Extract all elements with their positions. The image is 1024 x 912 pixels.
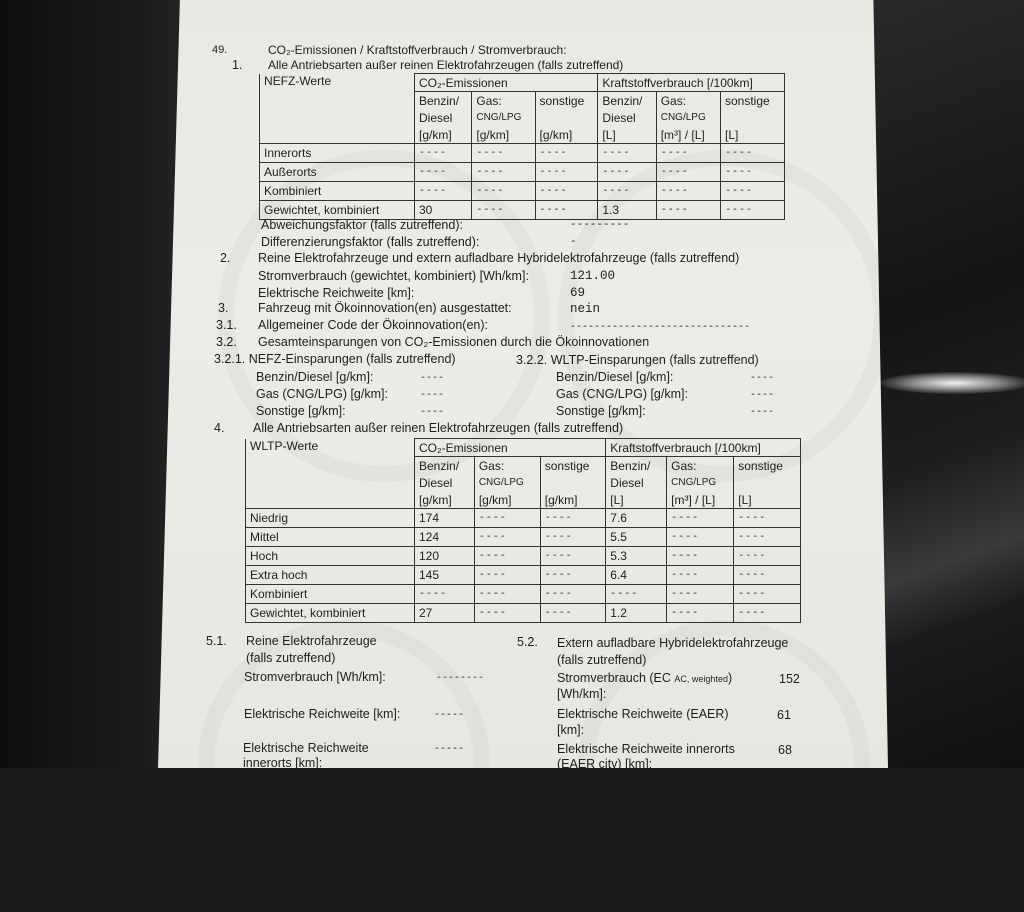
savings-value: ---- [420,407,445,418]
table-cell: 6.4 [606,566,667,585]
table-cell: 30 [415,201,472,220]
section-number: 3. [218,301,229,315]
table-cell: ---- [472,144,535,163]
row-label: Extra hoch [246,566,415,585]
table-cell: ---- [415,585,475,604]
table-cell: 5.3 [606,547,667,566]
table-cell: ---- [540,566,606,585]
phev-eaer-city-unit: (EAER city) [km]: [557,757,653,771]
phev-stromverbrauch-value: 152 [779,672,800,686]
row-label: Kombiniert [260,182,415,201]
table-row [260,201,785,220]
table-cell: ---- [540,604,606,623]
table-cell: 120 [415,547,475,566]
ev-reichweite-innerorts-value: ----- [434,744,465,755]
table-cell: ---- [415,163,472,182]
table-cell: ---- [415,182,472,201]
table-cell: ---- [656,144,720,163]
table-cell: 174 [415,509,475,528]
table-cell: 7.6 [606,509,667,528]
section-title: Reine Elektrofahrzeuge und extern aufladbare Hybridelektrofahrzeuge (falls zutreffend) [258,251,740,265]
table-row [246,604,801,623]
table-cell: ---- [606,585,667,604]
table-cell: 27 [415,604,475,623]
table-cell: ---- [721,201,785,220]
table-cell: 1.2 [606,604,667,623]
savings-value: ---- [750,373,775,384]
savings-label: Sonstige [g/km]: [256,404,346,418]
light-glare [880,372,1024,394]
column-header: [g/km] [415,491,475,509]
ev-reichweite-label: Elektrische Reichweite [km]: [244,707,401,721]
savings-value: ---- [420,390,445,401]
table-cell: ---- [734,528,801,547]
abweichungsfaktor-label: Abweichungsfaktor (falls zutreffend): [261,218,463,232]
row-label: Mittel [246,528,415,547]
table-cell: ---- [472,182,535,201]
table-cell: ---- [535,182,598,201]
column-header: CNG/LPG [667,474,734,491]
watermark-logo [198,620,490,912]
column-header: Benzin/ [598,92,656,110]
table-row [246,566,801,585]
column-header: [L] [721,126,785,144]
table-row [246,547,801,566]
phev-stromverbrauch-subscript: AC, weighted [674,674,728,684]
table-cell: 5.5 [606,528,667,547]
reichweite-label: Elektrische Reichweite [km]: [258,286,415,300]
phev-eaer-city-value: 68 [778,743,792,757]
oekoinnovation-label: Fahrzeug mit Ökoinnovation(en) ausgestattet: [258,301,512,315]
column-header: [m³] / [L] [656,126,720,144]
section-number: 1. [232,58,243,72]
nefz-header: NEFZ-Werte [260,74,415,144]
table-cell: ---- [598,163,656,182]
differenzierungsfaktor-label: Differenzierungsfaktor (falls zutreffend): [261,235,480,249]
column-header: Diesel [606,474,667,491]
table-cell: 124 [415,528,475,547]
table-cell: ---- [474,547,540,566]
column-header: [g/km] [540,491,606,509]
oekoinnovation-code-label: Allgemeiner Code der Ökoinnovation(en): [258,318,488,332]
table-row [260,144,785,163]
phev-eaer-value: 61 [777,708,791,722]
row-label: Niedrig [246,509,415,528]
table-cell: ---- [734,566,801,585]
table-cell: ---- [721,182,785,201]
table-cell: ---- [667,509,734,528]
wltp-einsparungen-title: 3.2.2. WLTP-Einsparungen (falls zutreffend) [516,353,759,367]
table-cell: ---- [598,182,656,201]
row-label: Gewichtet, kombiniert [246,604,415,623]
row-label: Hoch [246,547,415,566]
column-header: Diesel [598,109,656,126]
table-cell: ---- [540,509,606,528]
column-header: sonstige [540,457,606,475]
nefz-table [259,73,785,220]
table-cell: ---- [474,566,540,585]
table-cell: ---- [535,163,598,182]
column-header: sonstige [535,92,598,110]
section-subtitle: (falls zutreffend) [246,651,336,665]
column-header: [g/km] [535,126,598,144]
table-cell: ---- [721,144,785,163]
abweichungsfaktor-value: --------- [570,219,630,231]
table-cell: ---- [474,604,540,623]
phev-eaer-label: Elektrische Reichweite (EAER) [557,707,729,721]
table-cell: ---- [734,547,801,566]
savings-label: Gas (CNG/LPG) [g/km]: [256,387,388,401]
table-cell: ---- [734,585,801,604]
section-number: 3.1. [216,318,237,332]
column-header: [g/km] [472,126,535,144]
phev-stromverbrauch-paren: ) [727,671,733,685]
savings-value: ---- [420,373,445,384]
savings-label: Benzin/Diesel [g/km]: [556,370,674,384]
table-cell: ---- [474,585,540,604]
section-number: 49. [212,44,228,56]
row-label: Kombiniert [246,585,415,604]
column-header: [L] [598,126,656,144]
reichweite-value: 69 [570,286,586,300]
column-header [734,474,801,491]
table-cell: ---- [472,201,535,220]
section-title: Alle Antriebsarten außer reinen Elektrofahrzeugen (falls zutreffend) [253,421,624,435]
table-row [260,163,785,182]
table-row [260,182,785,201]
ev-reichweite-value: ----- [434,710,465,721]
table-cell: ---- [474,509,540,528]
column-header: Benzin/ [415,457,475,475]
gesamteinsparungen-label: Gesamteinsparungen von CO₂-Emissionen durch die Ökoinnovationen [258,335,650,349]
column-header: [g/km] [474,491,540,509]
column-header: Diesel [415,109,472,126]
section-title: CO₂-Emissionen / Kraftstoffverbrauch / Stromverbrauch: [268,43,567,57]
column-header: [L] [606,491,667,509]
table-cell: ---- [656,163,720,182]
section-number: 5.1. [206,634,227,648]
column-header: [L] [734,491,801,509]
table-cell: ---- [415,144,472,163]
savings-value: ---- [750,390,775,401]
table-cell: ---- [667,528,734,547]
phev-eaer-city-label: Elektrische Reichweite innerorts [557,742,735,756]
savings-label: Benzin/Diesel [g/km]: [256,370,374,384]
nefz-co2-group: CO₂-Emissionen [415,74,598,92]
column-header: Diesel [415,474,475,491]
wltp-co2-group: CO₂-Emissionen [415,439,606,457]
column-header: CNG/LPG [474,474,540,491]
column-header: Gas: [656,92,720,110]
table-cell: ---- [721,163,785,182]
wltp-header: WLTP-Werte [246,439,415,509]
savings-value: ---- [750,407,775,418]
phev-eaer-unit: [km]: [557,723,585,737]
table-cell: ---- [474,528,540,547]
table-cell: ---- [472,163,535,182]
section-number: 3.2. [216,335,237,349]
nefz-fuel-group: Kraftstoffverbrauch [/100km] [598,74,785,92]
row-label: Außerorts [260,163,415,182]
section-title: Alle Antriebsarten außer reinen Elektrofahrzeugen (falls zutreffend) [268,58,624,72]
column-header [535,109,598,126]
savings-label: Gas (CNG/LPG) [g/km]: [556,387,688,401]
column-header: sonstige [734,457,801,475]
nefz-einsparungen-title: 3.2.1. NEFZ-Einsparungen (falls zutreffend) [214,352,456,366]
wltp-fuel-group: Kraftstoffverbrauch [/100km] [606,439,801,457]
column-header: CNG/LPG [656,109,720,126]
ev-stromverbrauch-value: -------- [436,673,485,684]
table-cell: ---- [535,201,598,220]
stromverbrauch-value: 121.00 [570,269,616,283]
table-cell: ---- [667,585,734,604]
table-cell: ---- [598,144,656,163]
row-label: Innerorts [260,144,415,163]
phev-stromverbrauch-label [557,671,732,687]
savings-label: Sonstige [g/km]: [556,404,646,418]
table-cell: ---- [540,528,606,547]
table-cell: 1.3 [598,201,656,220]
column-header: Gas: [474,457,540,475]
section-number: 2. [220,251,231,265]
table-row [246,528,801,547]
ev-stromverbrauch-label: Stromverbrauch [Wh/km]: [244,670,386,684]
phev-stromverbrauch-text: Stromverbrauch (EC [557,671,671,685]
table-cell: ---- [656,182,720,201]
table-cell: ---- [540,547,606,566]
oekoinnovation-code-value: ------------------------------ [570,322,751,333]
section-number: 5.2. [517,635,538,649]
table-cell: ---- [667,604,734,623]
differenzierungsfaktor-value: - [570,236,577,248]
column-header: sonstige [721,92,785,110]
table-cell: 145 [415,566,475,585]
table-cell: ---- [667,547,734,566]
column-header: [g/km] [415,126,472,144]
ev-reichweite-innerorts-label: Elektrische Reichweite [243,741,369,755]
section-title: Extern aufladbare Hybridelektrofahrzeuge [557,636,789,650]
section-title: Reine Elektrofahrzeuge [246,634,377,648]
section-subtitle: (falls zutreffend) [557,653,647,667]
table-cell: ---- [667,566,734,585]
column-header: Benzin/ [415,92,472,110]
column-header: [m³] / [L] [667,491,734,509]
table-row [246,509,801,528]
oekoinnovation-value: nein [570,302,601,316]
wltp-table [245,438,801,623]
section-number: 4. [214,421,225,435]
table-cell: ---- [734,604,801,623]
column-header [540,474,606,491]
column-header: Benzin/ [606,457,667,475]
table-cell: ---- [734,509,801,528]
column-header: Gas: [472,92,535,110]
table-row [246,585,801,604]
column-header: CNG/LPG [472,109,535,126]
table-cell: ---- [656,201,720,220]
row-label: Gewichtet, kombiniert [260,201,415,220]
phev-stromverbrauch-unit: [Wh/km]: [557,687,607,701]
ev-reichweite-innerorts-label: innerorts [km]: [243,756,323,770]
table-cell: ---- [535,144,598,163]
table-cell: ---- [540,585,606,604]
stromverbrauch-label: Stromverbrauch (gewichtet, kombiniert) [Wh/km]: [258,269,529,283]
column-header: Gas: [667,457,734,475]
column-header [721,109,785,126]
